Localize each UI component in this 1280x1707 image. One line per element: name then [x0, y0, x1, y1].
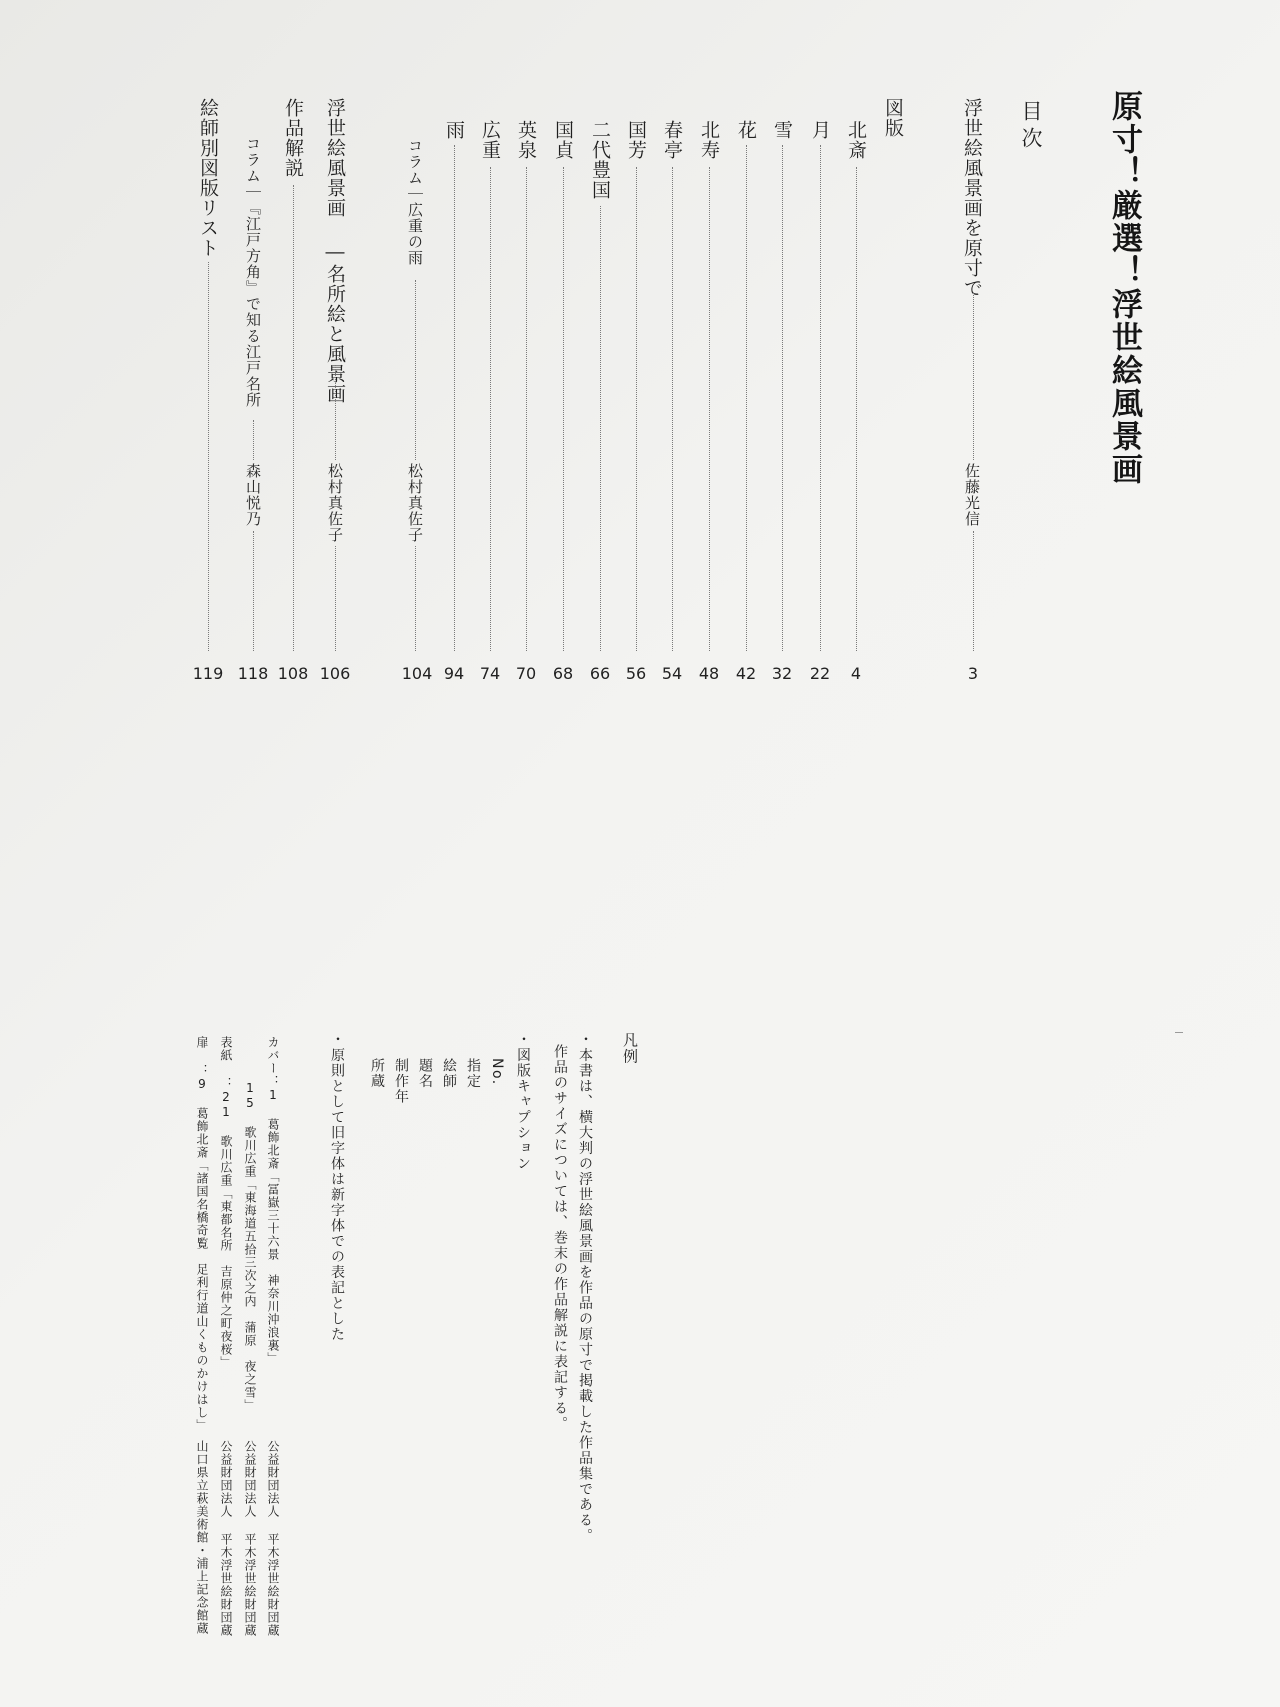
toc-page-number: 118 — [237, 664, 269, 683]
caption-item: 所蔵 — [369, 1058, 385, 1089]
toc-page-number: 66 — [589, 664, 611, 683]
hanrei-heading: 凡例 — [621, 1032, 639, 1065]
toc-leader — [335, 365, 336, 460]
credit-owner: 山口県立萩美術館・浦上記念館蔵 — [195, 1440, 209, 1635]
caption-item: 題名 — [417, 1058, 433, 1089]
caption-heading: ・図版キャプション — [515, 1032, 531, 1172]
toc-heading: 目次 — [1019, 100, 1043, 154]
toc-author: 松村真佐子 — [326, 463, 344, 543]
toc-label: 英泉 — [515, 120, 537, 160]
toc-leader — [782, 145, 783, 651]
hanrei-note: ・原則として旧字体は新字体での表記とした — [329, 1032, 345, 1342]
toc-page-number: 54 — [661, 664, 683, 683]
toc-label: 作品解説 — [282, 98, 304, 178]
toc-section-label: 図版 — [882, 98, 904, 138]
caption-item: No. — [489, 1058, 505, 1086]
caption-item: 絵師 — [441, 1058, 457, 1089]
toc-label: 北寿 — [698, 120, 720, 160]
hanrei-line: ・本書は、横大判の浮世絵風景画を作品の原寸で掲載した作品集である。 — [577, 1032, 593, 1544]
toc-page-number: 22 — [809, 664, 831, 683]
hanrei-line: 作品のサイズについては、巻末の作品解説に表記する。 — [552, 1044, 568, 1432]
toc-leader — [253, 531, 254, 651]
toc-leader — [600, 206, 601, 651]
toc-page-number: 119 — [192, 664, 224, 683]
toc-leader — [709, 167, 710, 651]
toc-label: 国貞 — [552, 120, 574, 160]
toc-page-number: 48 — [698, 664, 720, 683]
toc-label: コラム｜『江戸方角』で知る江戸名所 — [244, 136, 262, 408]
toc-leader — [335, 546, 336, 651]
toc-leader — [490, 167, 491, 651]
toc-leader — [454, 145, 455, 651]
toc-leader — [672, 167, 673, 651]
toc-leader — [208, 262, 209, 651]
toc-label: 国芳 — [625, 120, 647, 160]
toc-label: 浮世絵風景画を原寸で — [961, 98, 983, 298]
toc-page-number: 106 — [319, 664, 351, 683]
toc-page-number: 74 — [479, 664, 501, 683]
toc-leader — [973, 293, 974, 460]
toc-leader — [973, 531, 974, 651]
toc-leader — [415, 280, 416, 460]
credit-line: カバー：1 葛飾北斎「冨嶽三十六景 神奈川沖浪裏」 — [266, 1036, 280, 1365]
toc-page-number: 70 — [515, 664, 537, 683]
toc-page-number: 68 — [552, 664, 574, 683]
book-title: 原寸！厳選！浮世絵風景画 — [1106, 90, 1142, 486]
toc-label: 二代豊国 — [589, 120, 611, 200]
toc-author: 森山悦乃 — [244, 463, 262, 527]
caption-item: 制作年 — [393, 1058, 409, 1105]
toc-label: 絵師別図版リスト — [197, 98, 219, 258]
credit-line: 扉 ：9 葛飾北斎「諸国名橋奇覧 足利行道山くものかけはし」 — [195, 1036, 209, 1432]
toc-leader — [415, 546, 416, 651]
toc-leader — [293, 185, 294, 651]
toc-leader — [563, 167, 564, 651]
toc-leader — [526, 167, 527, 651]
toc-label: 花 — [735, 120, 757, 140]
toc-page-number: 32 — [771, 664, 793, 683]
toc-page-number: 4 — [850, 664, 862, 683]
credit-line: 表紙 ：21 歌川広重「東都名所 吉原仲之町夜桜」 — [219, 1036, 233, 1369]
toc-label: 北斎 — [845, 120, 867, 160]
toc-page-number: 104 — [401, 664, 433, 683]
toc-page-number: 56 — [625, 664, 647, 683]
toc-leader — [856, 167, 857, 651]
toc-label: 月 — [809, 120, 831, 140]
toc-page-number: 42 — [735, 664, 757, 683]
credit-owner: 公益財団法人 平木浮世絵財団蔵 — [243, 1440, 257, 1637]
toc-label: 雨 — [443, 120, 465, 140]
toc-label: コラム｜広重の雨 — [406, 138, 424, 266]
toc-leader — [746, 145, 747, 651]
credit-owner: 公益財団法人 平木浮世絵財団蔵 — [219, 1440, 233, 1637]
toc-leader — [253, 420, 254, 460]
toc-author: 佐藤光信 — [963, 463, 981, 527]
toc-page-number: 108 — [277, 664, 309, 683]
toc-leader — [636, 167, 637, 651]
toc-label: 雪 — [771, 120, 793, 140]
toc-label: 浮世絵風景画 ―名所絵と風景画 — [324, 98, 346, 404]
credit-line: 15 歌川広重「東海道五拾三次之内 蒲原 夜之雪」 — [243, 1081, 257, 1412]
toc-label: 広重 — [479, 120, 501, 160]
toc-page-number: 3 — [967, 664, 979, 683]
toc-label: 春亭 — [661, 120, 683, 160]
toc-page-number: 94 — [443, 664, 465, 683]
credit-owner: 公益財団法人 平木浮世絵財団蔵 — [266, 1440, 280, 1637]
toc-leader — [820, 145, 821, 651]
caption-item: 指定 — [465, 1058, 481, 1089]
toc-author: 松村真佐子 — [406, 463, 424, 543]
page-speck — [1175, 1032, 1183, 1033]
